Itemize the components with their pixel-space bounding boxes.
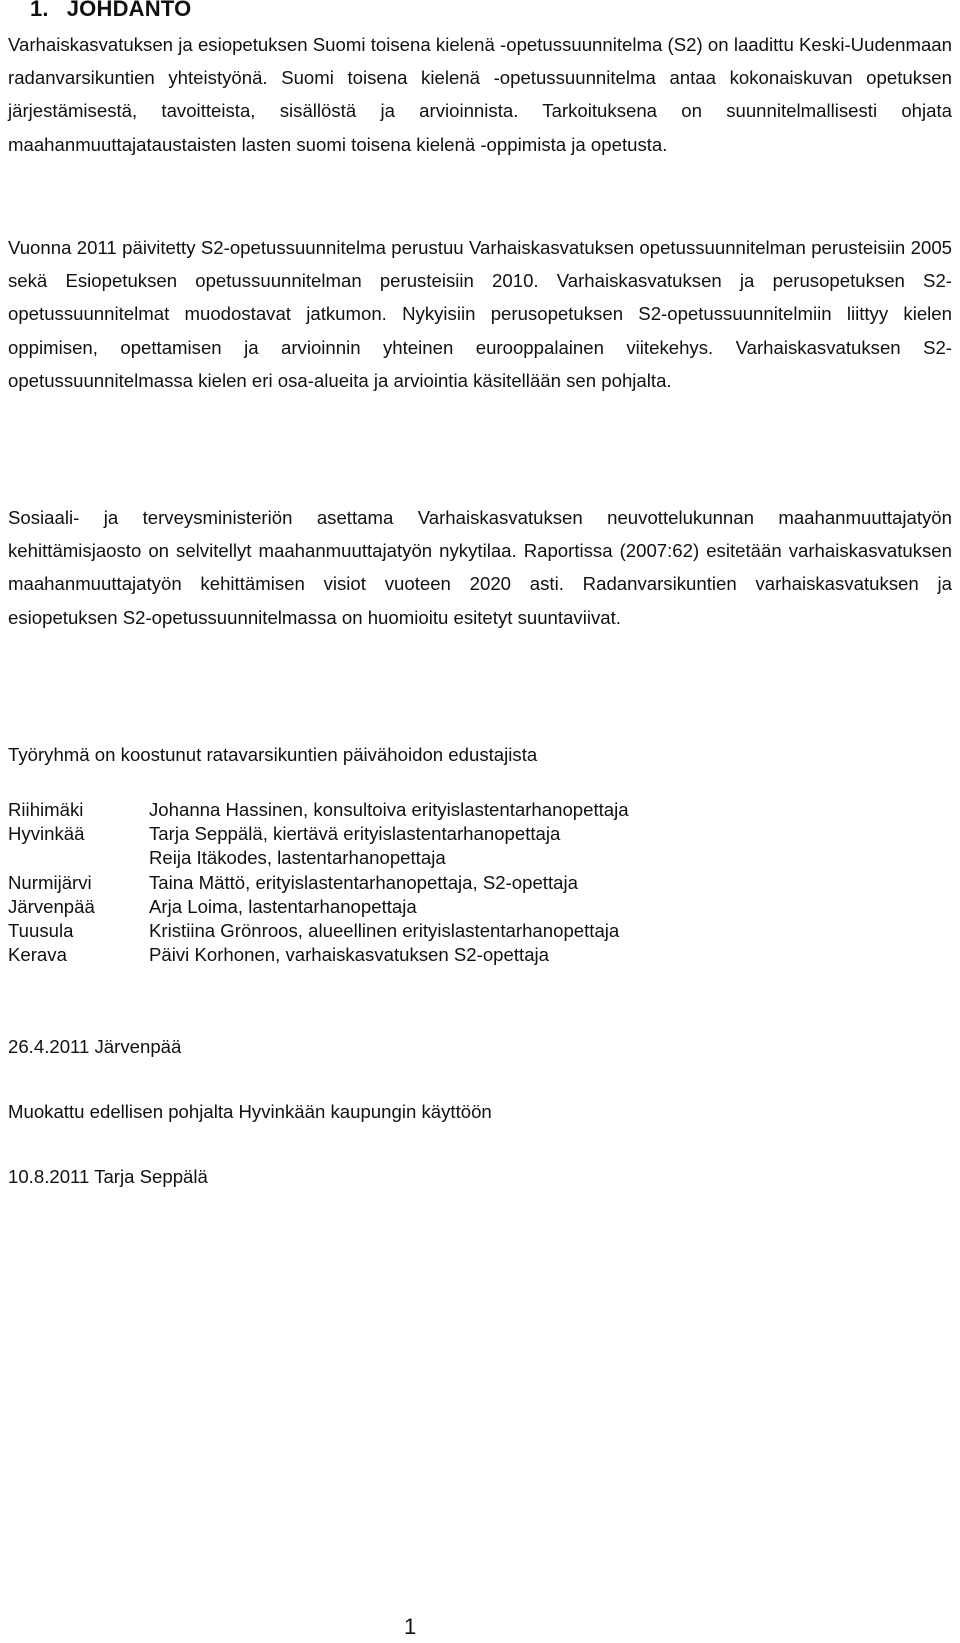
member-city: Hyvinkää <box>8 823 85 845</box>
member-row <box>8 871 952 895</box>
member-person: Taina Mättö, erityislastentarhanopettaja, S2-opettaja <box>149 871 578 893</box>
modified-note: Muokattu edellisen pohjalta Hyvinkään kaupungin käyttöön <box>8 1101 492 1122</box>
member-row <box>8 895 952 919</box>
member-row <box>8 798 952 822</box>
paragraph-intro: Varhaiskasvatuksen ja esiopetuksen Suomi toisena kielenä -opetussuunnitelma (S2) on laadittu Keski-Uudenmaan radanvarsikuntien yhteistyönä. Suomi toisena kielenä -opetussuunnitelma antaa kokonaiskuvan opetuksen järjestämisestä, tavoitteista, sisällöstä ja arvioinnista. Tarkoituksena on suunnitelmallisesti ohjata maahanmuuttajataustaisten lasten suomi toisena kielenä -oppimista ja opetusta. <box>8 34 952 155</box>
page-number: 1 <box>404 1614 417 1639</box>
date-place-line: 26.4.2011 Järvenpää <box>8 1036 182 1057</box>
member-person: Johanna Hassinen, konsultoiva erityislastentarhanopettaja <box>149 799 629 820</box>
section-title: JOHDANTO <box>66 0 192 21</box>
modified-date-author: 10.8.2011 Tarja Seppälä <box>8 1166 208 1187</box>
member-city <box>8 846 149 870</box>
paragraph-curriculum-basis: Vuonna 2011 päivitetty S2-opetussuunnitelma perustuu Varhaiskasvatuksen opetussuunnitelman perusteisiin 2005 sekä Esiopetuksen opetussuunnitelman perusteisiin 2010. Varhaiskasvatuksen ja perusopetuksen S2-opetussuunnitelmat muodostavat jatkumon. Nykyisiin perusopetuksen S2-opetussuunnitelmiin liittyy kielen oppimisen, opettamisen ja arvioinnin yhteinen eurooppalainen viitekehys. Varhaiskasvatuksen S2-opetussuunnitelmassa kielen eri osa-alueita ja arviointia käsitellään sen pohjalta. <box>8 237 952 391</box>
workgroup-member-list <box>8 798 952 967</box>
member-person: Tarja Seppälä, kiertävä erityislastentarhanopettaja <box>149 823 561 845</box>
member-city: Kerava <box>8 944 67 966</box>
member-city: Nurmijärvi <box>8 871 92 893</box>
member-person: Arja Loima, lastentarhanopettaja <box>149 895 417 917</box>
workgroup-intro: Työryhmä on koostunut ratavarsikuntien päivähoidon edustajista <box>8 744 538 765</box>
member-person: Reija Itäkodes, lastentarhanopettaja <box>149 847 446 869</box>
member-city: Riihimäki <box>8 799 84 820</box>
member-person: Päivi Korhonen, varhaiskasvatuksen S2-opettaja <box>149 944 550 966</box>
member-row <box>8 919 952 943</box>
member-row <box>8 943 952 967</box>
paragraph-ministry-report: Sosiaali- ja terveysministeriön asettama Varhaiskasvatuksen neuvottelukunnan maahanmuuttajatyön kehittämisjaosto on selvitellyt maahanmuuttajatyön nykytilaa. Raportissa (2007:62) esitetään varhaiskasvatuksen maahanmuuttajatyön kehittämisen visiot vuoteen 2020 asti. Radanvarsikuntien varhaiskasvatuksen ja esiopetuksen S2-opetussuunnitelmassa on huomioitu esitetyt suuntaviivat. <box>8 507 952 628</box>
member-row <box>8 822 952 846</box>
member-row <box>8 846 952 870</box>
section-number: 1. <box>30 0 49 21</box>
member-person: Kristiina Grönroos, alueellinen erityislastentarhanopettaja <box>149 919 620 941</box>
member-city: Järvenpää <box>8 895 95 917</box>
section-heading <box>30 0 191 22</box>
member-city: Tuusula <box>8 919 74 941</box>
